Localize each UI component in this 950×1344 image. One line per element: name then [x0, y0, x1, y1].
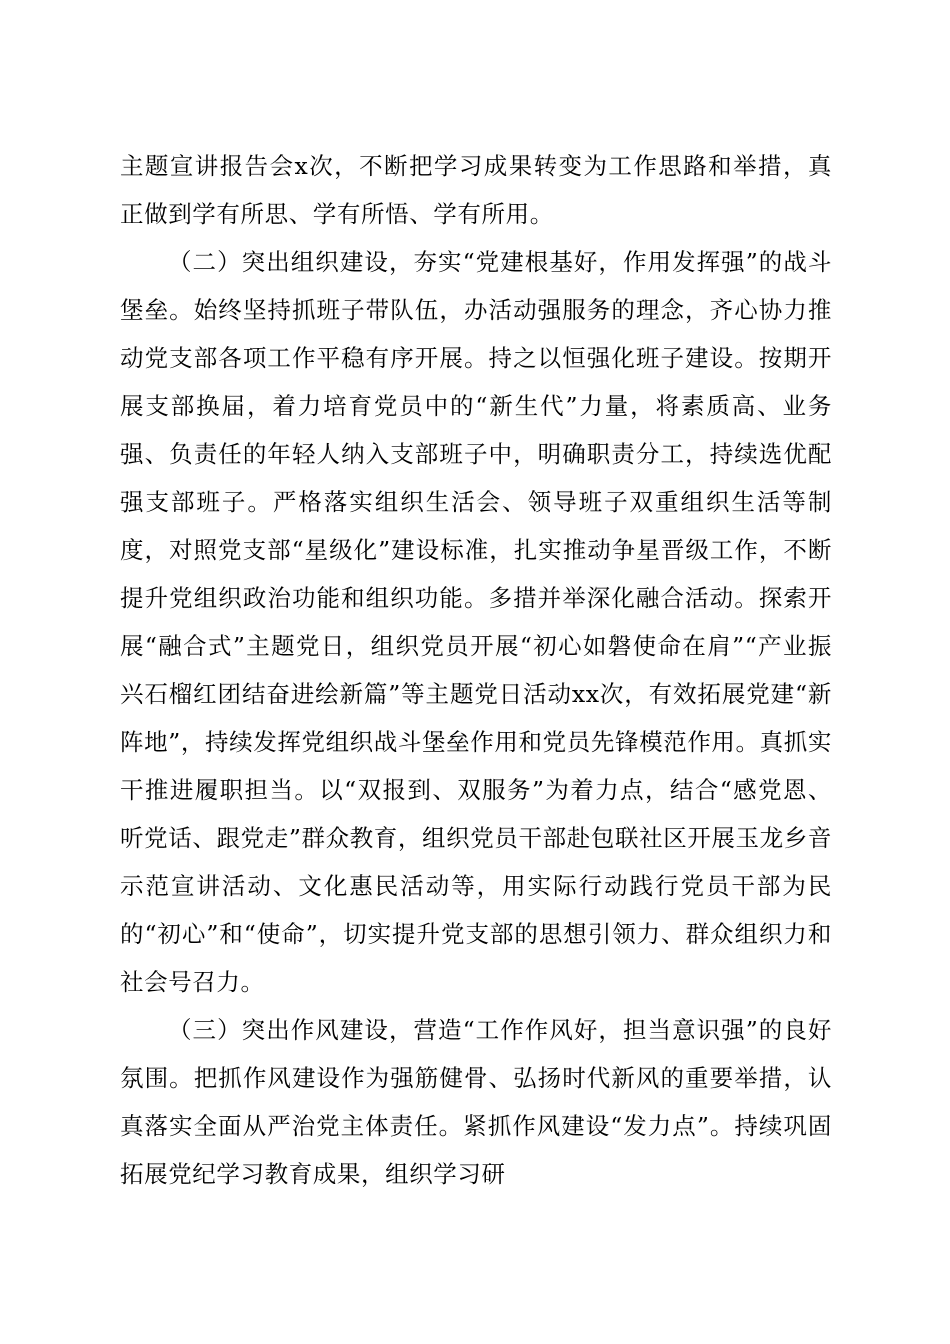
paragraph-continuation: 主题宣讲报告会x次，不断把学习成果转变为工作思路和举措，真正做到学有所思、学有所悟、学有所用。 [120, 152, 832, 228]
paragraph-organization-building: （二）突出组织建设，夯实“党建根基好，作用发挥强”的战斗堡垒。始终坚持抓班子带队伍，办活动强服务的理念，齐心协力推动党支部各项工作平稳有序开展。持之以恒强化班子建设。按期开展支部换届，着力培育党员中的“新生代”力量，将素质高、业务强、负责任的年轻人纳入支部班子中，明确职责分工，持续选优配强支部班子。严格落实组织生活会、领导班子双重组织生活等制度，对照党支部“星级化”建设标准，扎实推动争星晋级工作，不断提升党组织政治功能和组织功能。多措并举深化融合活动。探索开展“融合式”主题党日，组织党员开展“初心如磐使命在肩”“产业振兴石榴红团结奋进绘新篇”等主题党日活动xx次，有效拓展党建“新阵地”，持续发挥党组织战斗堡垒作用和党员先锋模范作用。真抓实干推进履职担当。以“双报到、双服务”为着力点，结合“感党恩、听党话、跟党走”群众教育，组织党员干部赴包联社区开展玉龙乡音示范宣讲活动、文化惠民活动等，用实际行动践行党员干部为民的“初心”和“使命”，切实提升党支部的思想引领力、群众组织力和社会号召力。 [120, 248, 832, 996]
document-page [120, 142, 832, 1198]
paragraph-work-style-building: （三）突出作风建设，营造“工作作风好，担当意识强”的良好氛围。把抓作风建设作为强筋健骨、弘扬时代新风的重要举措，认真落实全面从严治党主体责任。紧抓作风建设“发力点”。持续巩固拓展党纪学习教育成果，组织学习研 [120, 1016, 832, 1188]
